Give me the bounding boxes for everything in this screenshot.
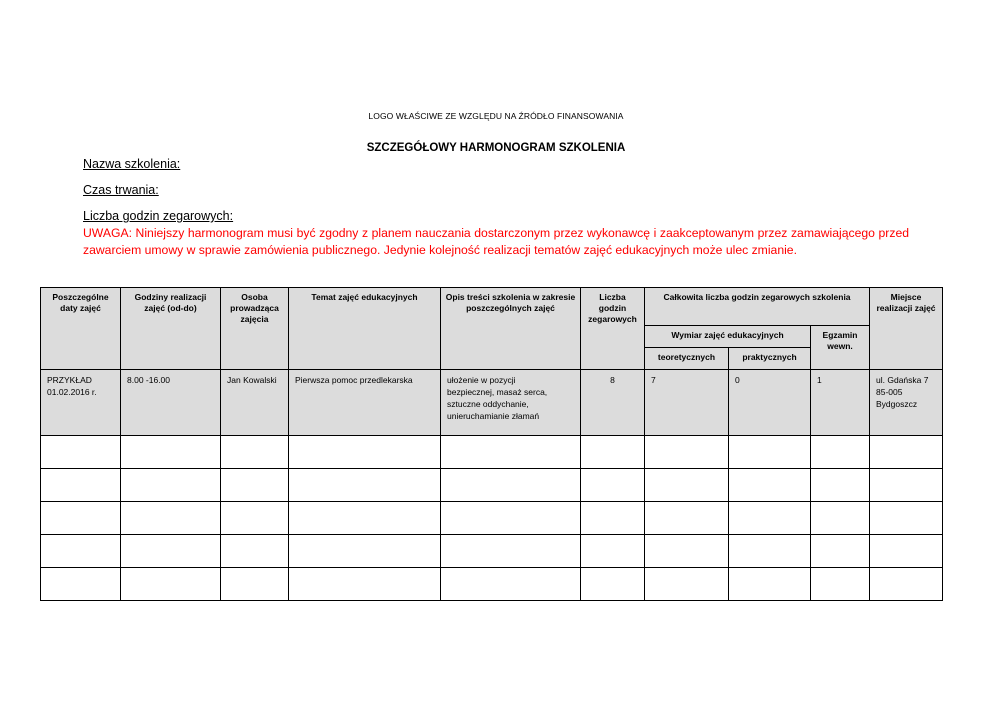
- clock-hours-label: Liczba godzin zegarowych:: [83, 209, 234, 223]
- table-cell[interactable]: [121, 469, 221, 502]
- header-exam: Egzamin wewn.: [811, 326, 870, 370]
- table-cell[interactable]: [289, 535, 441, 568]
- table-cell[interactable]: [811, 436, 870, 469]
- table-cell[interactable]: [41, 568, 121, 601]
- table-cell[interactable]: [581, 469, 645, 502]
- example-practice: 0: [729, 370, 811, 436]
- table-cell[interactable]: [441, 535, 581, 568]
- header-total-hours: Całkowita liczba godzin zegarowych szkolenia: [645, 288, 870, 326]
- table-cell[interactable]: [870, 568, 943, 601]
- table-cell[interactable]: [581, 436, 645, 469]
- table-cell[interactable]: [221, 535, 289, 568]
- table-cell[interactable]: [811, 568, 870, 601]
- table-cell[interactable]: [581, 502, 645, 535]
- table-cell[interactable]: [289, 436, 441, 469]
- table-cell[interactable]: [441, 502, 581, 535]
- header-content: Opis treści szkolenia w zakresie poszczególnych zajęć: [441, 288, 581, 370]
- table-cell[interactable]: [289, 568, 441, 601]
- table-cell[interactable]: [121, 535, 221, 568]
- table-cell[interactable]: [441, 469, 581, 502]
- table-cell[interactable]: [811, 502, 870, 535]
- table-cell[interactable]: [729, 568, 811, 601]
- example-row: [41, 370, 943, 436]
- table-cell[interactable]: [289, 469, 441, 502]
- table-cell[interactable]: [441, 436, 581, 469]
- table-cell[interactable]: [289, 502, 441, 535]
- header-clock-hours: Liczba godzin zegarowych: [581, 288, 645, 370]
- header-scope: Wymiar zajęć edukacyjnych: [645, 326, 811, 348]
- table-cell[interactable]: [121, 436, 221, 469]
- table-cell[interactable]: [121, 568, 221, 601]
- table-cell[interactable]: [645, 502, 729, 535]
- duration-label: Czas trwania:: [83, 183, 159, 197]
- table-cell[interactable]: [870, 469, 943, 502]
- table-cell[interactable]: [729, 502, 811, 535]
- example-person: Jan Kowalski: [221, 370, 289, 436]
- header-topic: Temat zajęć edukacyjnych: [289, 288, 441, 370]
- table-cell[interactable]: [581, 568, 645, 601]
- example-topic: Pierwsza pomoc przedlekarska: [289, 370, 441, 436]
- example-theory: 7: [645, 370, 729, 436]
- table-cell[interactable]: [441, 568, 581, 601]
- table-cell[interactable]: [41, 469, 121, 502]
- example-clock-hours: 8: [581, 370, 645, 436]
- table-cell[interactable]: [41, 436, 121, 469]
- table-cell[interactable]: [870, 502, 943, 535]
- header-practice: praktycznych: [729, 348, 811, 370]
- header-theory: teoretycznych: [645, 348, 729, 370]
- table-cell[interactable]: [221, 469, 289, 502]
- table-cell[interactable]: [729, 436, 811, 469]
- table-cell[interactable]: [645, 535, 729, 568]
- warning-note: UWAGA: Niniejszy harmonogram musi być zgodny z planem nauczania dostarczonym przez wykonawcę i zaakceptowanym przez zamawiającego przed zawarciem umowy w sprawie zamówienia publicznego. Jedynie kolejność realizacji tematów zajęć edukacyjnych może ulec zmianie.: [83, 226, 909, 257]
- header-hours-range: Godziny realizacji zajęć (od-do): [121, 288, 221, 370]
- schedule-table: [40, 287, 943, 601]
- header-dates: Poszczególne daty zajęć: [41, 288, 121, 370]
- table-cell[interactable]: [581, 535, 645, 568]
- table-row: [41, 568, 943, 601]
- table-cell[interactable]: [41, 502, 121, 535]
- page-title: SZCZEGÓŁOWY HARMONOGRAM SZKOLENIA: [366, 142, 626, 154]
- example-exam: 1: [811, 370, 870, 436]
- table-row: [41, 436, 943, 469]
- table-cell[interactable]: [729, 535, 811, 568]
- table-row: [41, 469, 943, 502]
- table-cell[interactable]: [221, 502, 289, 535]
- table-cell[interactable]: [729, 469, 811, 502]
- logo-placeholder-text: LOGO WŁAŚCIWE ZE WZGLĘDU NA ŹRÓDŁO FINANSOWANIA: [368, 111, 624, 121]
- example-hours-range: 8.00 -16.00: [121, 370, 221, 436]
- table-cell[interactable]: [870, 535, 943, 568]
- table-cell[interactable]: [811, 469, 870, 502]
- table-cell[interactable]: [121, 502, 221, 535]
- example-content: ułożenie w pozycji bezpiecznej, masaż serca, sztuczne oddychanie, unieruchamianie złamań: [441, 370, 581, 436]
- table-cell[interactable]: [811, 535, 870, 568]
- table-row: [41, 535, 943, 568]
- table-cell[interactable]: [41, 535, 121, 568]
- header-person: Osoba prowadząca zajęcia: [221, 288, 289, 370]
- table-row: [41, 502, 943, 535]
- example-date: PRZYKŁAD 01.02.2016 r.: [41, 370, 121, 436]
- table-cell[interactable]: [645, 568, 729, 601]
- table-cell[interactable]: [645, 436, 729, 469]
- example-place: ul. Gdańska 7 85-005 Bydgoszcz: [870, 370, 943, 436]
- table-cell[interactable]: [221, 436, 289, 469]
- table-cell[interactable]: [221, 568, 289, 601]
- table-cell[interactable]: [870, 436, 943, 469]
- training-name-label: Nazwa szkolenia:: [83, 157, 181, 171]
- table-cell[interactable]: [645, 469, 729, 502]
- header-place: Miejsce realizacji zajęć: [870, 288, 943, 370]
